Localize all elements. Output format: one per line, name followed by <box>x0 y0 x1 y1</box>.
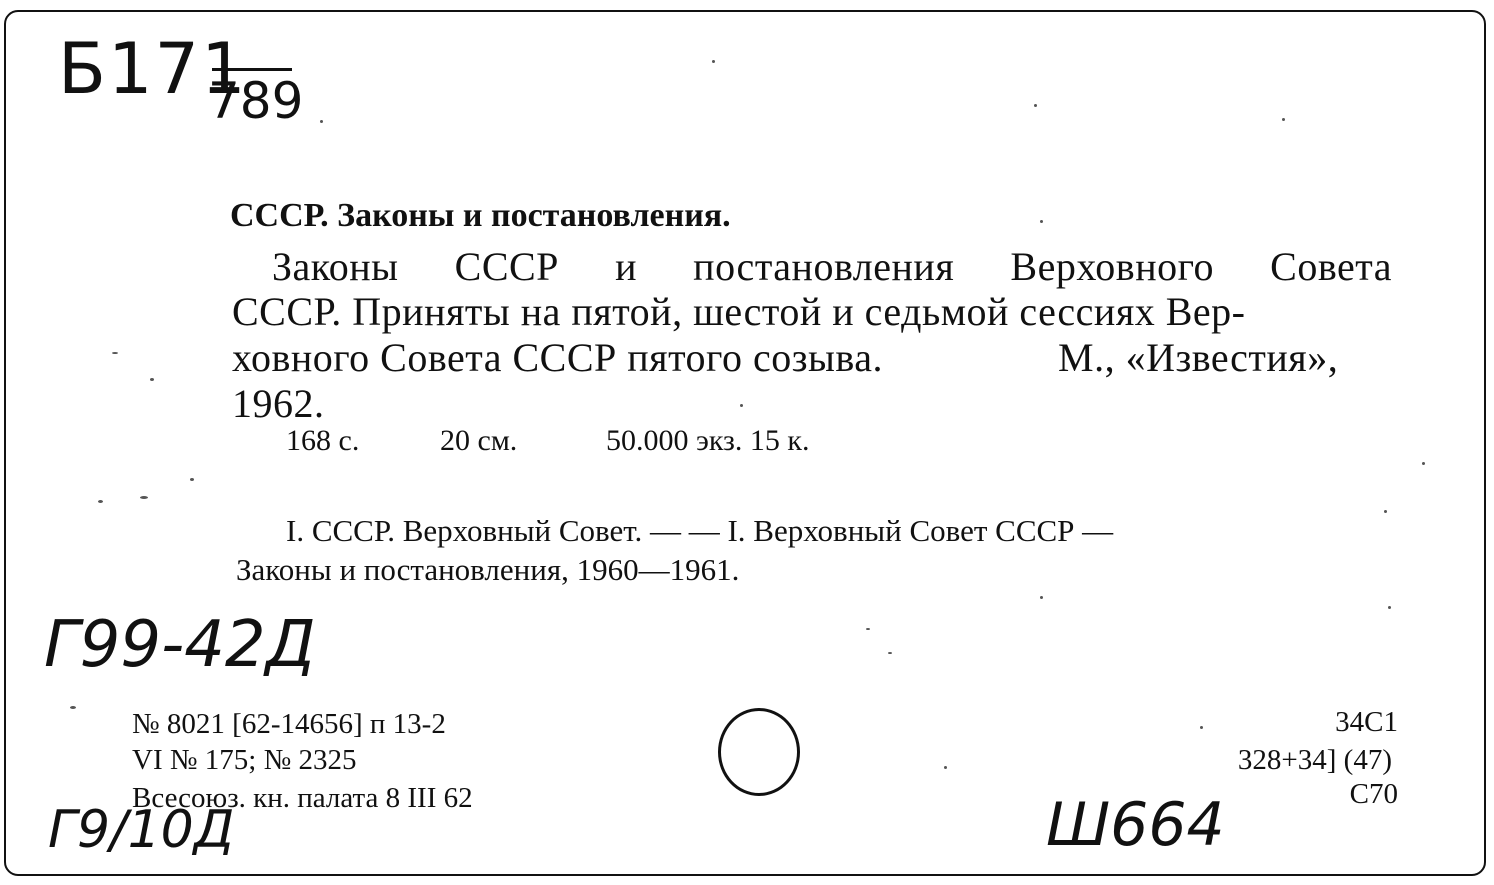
scan-speck <box>740 404 743 407</box>
call-number-fraction: 789 <box>208 72 304 130</box>
scan-speck <box>888 652 892 654</box>
scan-speck <box>320 120 323 123</box>
stamp-circle <box>718 708 800 796</box>
entry-heading: СССР. Законы и постановления. <box>230 197 731 234</box>
publication-year: 1962. <box>232 381 325 426</box>
call-number-fraction-bar <box>212 68 292 71</box>
footer-left-line-1: № 8021 [62-14656] п 13-2 <box>132 708 446 740</box>
scan-speck <box>112 352 118 354</box>
scan-speck <box>1200 726 1203 729</box>
tracing-line-2: Законы и постановления, 1960—1961. <box>236 552 740 587</box>
title-word: постановления <box>693 244 955 289</box>
tracing-line-1: I. СССР. Верховный Совет. — — I. Верховный Совет СССР — <box>286 513 1114 548</box>
scan-speck <box>1282 118 1285 121</box>
copies-price: 50.000 экз. 15 к. <box>606 424 810 457</box>
scan-speck <box>712 60 715 63</box>
publisher: М., «Известия», <box>1058 335 1339 380</box>
title-word: Законы <box>272 244 399 289</box>
footer-left-line-3: Всесоюз. кн. палата 8 III 62 <box>132 782 473 814</box>
title-word: и <box>615 244 637 289</box>
footer-right-line-1: 34С1 <box>1335 706 1398 738</box>
scan-speck <box>1422 462 1425 465</box>
size: 20 см. <box>440 424 518 457</box>
footer-left-line-2: VI № 175; № 2325 <box>132 744 357 776</box>
pages: 168 с. <box>286 424 360 457</box>
scan-speck <box>866 628 870 630</box>
title-word: СССР <box>454 244 559 289</box>
call-number-main: Б171 <box>58 28 248 110</box>
scan-speck <box>1384 510 1387 513</box>
footer-right-line-2: 328+34] (47) <box>1237 744 1392 776</box>
title-line-3: ховного Совета СССР пятого созыва. <box>232 335 883 380</box>
scan-speck <box>944 766 947 769</box>
scan-speck <box>1040 220 1043 223</box>
scan-speck <box>1040 596 1043 599</box>
title-line-2: СССР. Приняты на пятой, шестой и седьмой сессиях Вер- <box>232 289 1246 334</box>
scan-speck <box>150 378 154 381</box>
title-line-1 <box>232 243 1392 290</box>
title-word: Верховного <box>1010 244 1215 289</box>
handwritten-mark-bottom-right: Ш664 <box>1046 790 1225 860</box>
title-word: Совета <box>1270 244 1392 289</box>
scan-speck <box>1034 104 1037 107</box>
scan-speck <box>70 706 76 709</box>
handwritten-mark-bottom-left: Г9/10Д <box>48 800 235 860</box>
scan-speck <box>190 478 194 481</box>
scan-speck <box>98 500 103 503</box>
handwritten-mark-middle: Г99-42Д <box>44 608 316 682</box>
scan-speck <box>1388 606 1391 609</box>
footer-right-line-3: С70 <box>1349 778 1398 810</box>
scan-speck <box>140 496 148 499</box>
